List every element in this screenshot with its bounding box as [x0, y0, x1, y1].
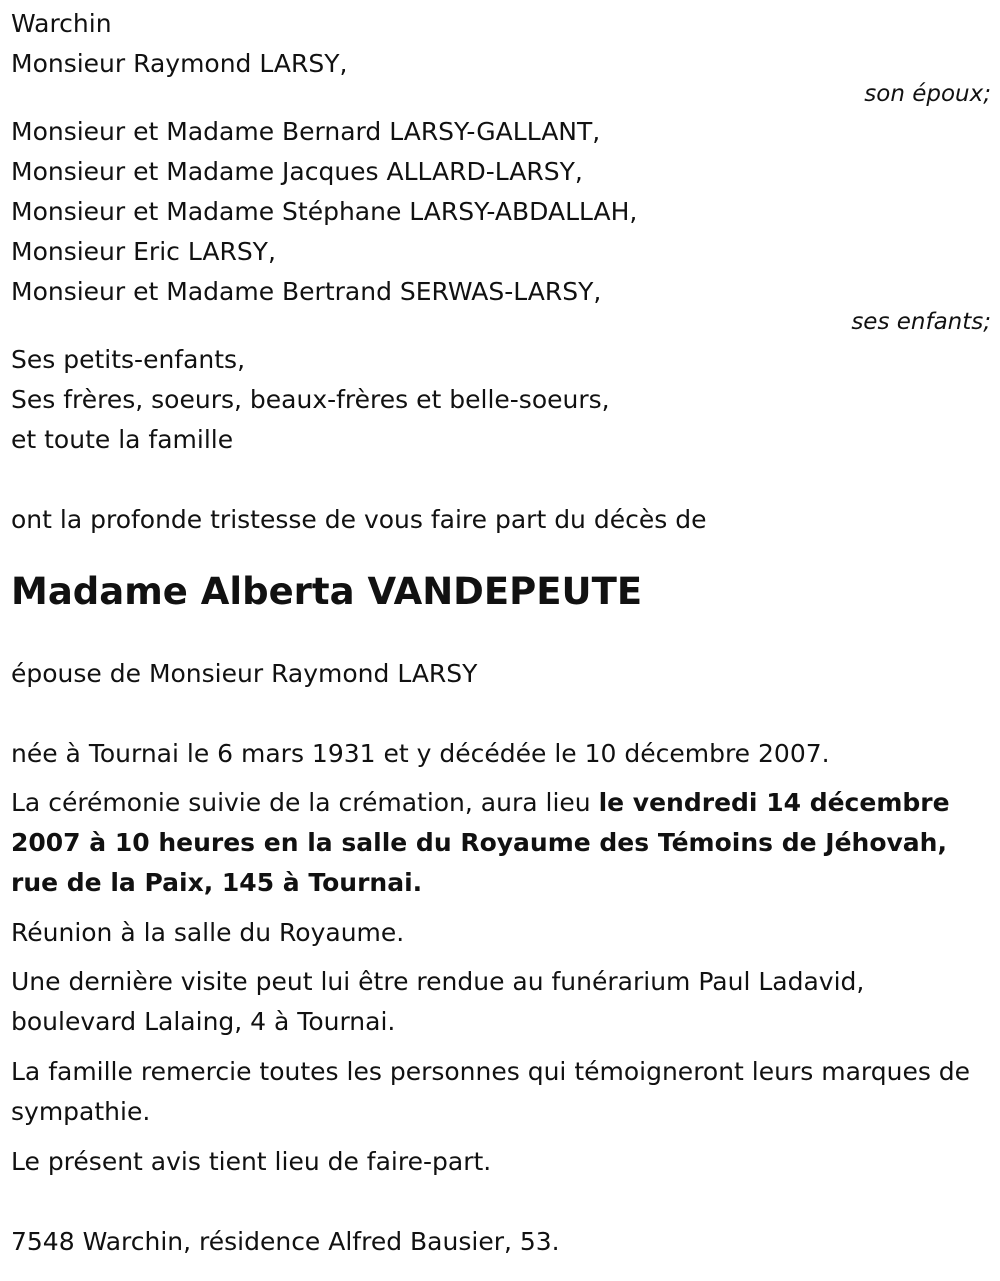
ceremony-details: le vendredi 14 décembre 2007 à 10 heures en la salle du Royaume des Témoins de Jéhovah, rue de la Paix, 145 à Tournai.: [11, 788, 950, 897]
child-line: Monsieur et Madame Stéphane LARSY-ABDALLAH,: [11, 197, 638, 226]
spouse-name: Monsieur Raymond LARSY,: [11, 49, 348, 78]
child-line: Monsieur et Madame Bernard LARSY-GALLANT,: [11, 117, 601, 146]
reunion-paragraph: Réunion à la salle du Royaume.: [11, 918, 405, 947]
obituary-notice: [11, 0, 991, 1262]
town-line: Warchin: [11, 9, 112, 38]
ceremony-paragraph: [11, 783, 986, 903]
child-line: Monsieur Eric LARSY,: [11, 237, 276, 266]
children-role: ses enfants;: [851, 309, 991, 335]
address-line: 7548 Warchin, résidence Alfred Bausier, 53.: [11, 1227, 560, 1256]
child-line: Monsieur et Madame Jacques ALLARD-LARSY,: [11, 157, 583, 186]
visit-paragraph: Une dernière visite peut lui être rendue au funérarium Paul Ladavid, boulevard Lalaing, 4 à Tournai.: [11, 967, 865, 1036]
notice-paragraph: Le présent avis tient lieu de faire-part.: [11, 1147, 492, 1176]
announcement-text: ont la profonde tristesse de vous faire part du décès de: [11, 505, 707, 534]
children-list: [11, 112, 991, 312]
deceased-name: Madame Alberta VANDEPEUTE: [11, 570, 643, 613]
spouse-role: son époux;: [864, 81, 991, 107]
family-list: [11, 340, 991, 460]
family-line: et toute la famille: [11, 425, 234, 454]
family-line: Ses petits-enfants,: [11, 345, 246, 374]
birth-death-line: née à Tournai le 6 mars 1931 et y décédée le 10 décembre 2007.: [11, 739, 830, 768]
spouse-of-line: épouse de Monsieur Raymond LARSY: [11, 659, 478, 688]
family-line: Ses frères, soeurs, beaux-frères et belle-soeurs,: [11, 385, 610, 414]
ceremony-intro: La cérémonie suivie de la crémation, aura lieu: [11, 788, 599, 817]
child-line: Monsieur et Madame Bertrand SERWAS-LARSY,: [11, 277, 602, 306]
thanks-paragraph: La famille remercie toutes les personnes qui témoigneront leurs marques de sympathie.: [11, 1057, 971, 1126]
